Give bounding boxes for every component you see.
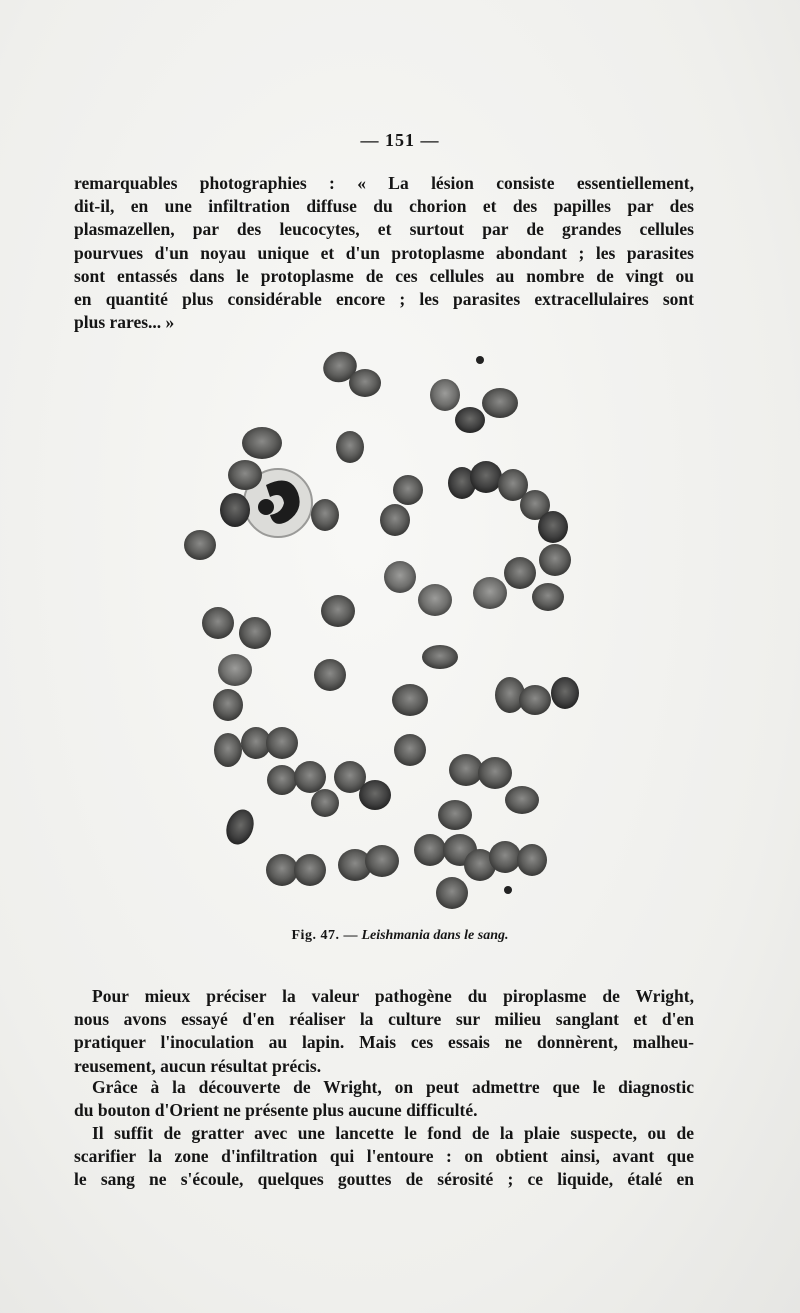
red-blood-cell bbox=[321, 595, 355, 627]
red-blood-cell bbox=[473, 577, 507, 609]
red-blood-cell bbox=[228, 460, 262, 490]
red-blood-cell bbox=[489, 841, 521, 873]
blood-smear-figure bbox=[170, 345, 600, 915]
text-line: reusement, aucun résultat précis. bbox=[74, 1055, 322, 1076]
red-blood-cell bbox=[336, 431, 364, 463]
red-blood-cell bbox=[314, 659, 346, 691]
red-blood-cell bbox=[266, 854, 298, 886]
red-blood-cell bbox=[470, 461, 502, 493]
red-blood-cell bbox=[478, 757, 512, 789]
text-line: du bouton d'Orient ne présente plus aucune difficulté. bbox=[74, 1100, 478, 1121]
paragraph-method bbox=[74, 1122, 694, 1192]
red-blood-cell bbox=[449, 754, 483, 786]
red-blood-cell bbox=[504, 557, 536, 589]
red-blood-cell bbox=[517, 844, 547, 876]
text-line: dit-il, en une infiltration diffuse du chorion et des papilles par des bbox=[74, 196, 694, 217]
text-line: plasmazellen, par des leucocytes, et surtout par de grandes cellules bbox=[74, 219, 694, 240]
page-number: — 151 — bbox=[360, 130, 440, 150]
text-line: sont entassés dans le protoplasme de ces cellules au nombre de vingt ou bbox=[74, 265, 694, 286]
red-blood-cell bbox=[414, 834, 446, 866]
red-blood-cell bbox=[430, 379, 460, 411]
red-blood-cell bbox=[311, 789, 339, 817]
red-blood-cell bbox=[365, 845, 399, 877]
red-blood-cell bbox=[267, 765, 297, 795]
red-blood-cell bbox=[538, 511, 568, 543]
red-blood-cell bbox=[532, 583, 564, 611]
paragraph-diagnosis bbox=[74, 1076, 694, 1122]
paragraph-culture bbox=[74, 985, 694, 1078]
red-blood-cell bbox=[359, 780, 391, 810]
text-line: pourvues d'un noyau unique et d'un protoplasme abondant ; les parasites bbox=[74, 242, 694, 263]
figure-caption bbox=[0, 928, 800, 944]
red-blood-cell bbox=[294, 854, 326, 886]
parasite-dot bbox=[504, 886, 512, 894]
red-blood-cell bbox=[393, 475, 423, 505]
red-blood-cell bbox=[242, 427, 282, 459]
red-blood-cell bbox=[266, 727, 298, 759]
text-line: Grâce à la découverte de Wright, on peut admettre que le diagnostic bbox=[92, 1077, 694, 1097]
text-line: en quantité plus considérable encore ; les parasites extracellulaires sont bbox=[74, 289, 694, 310]
red-blood-cell bbox=[455, 407, 485, 433]
red-blood-cell bbox=[551, 677, 579, 709]
red-blood-cell bbox=[438, 800, 472, 830]
text-line: Pour mieux préciser la valeur pathogène du piroplasme de Wright, bbox=[92, 986, 694, 1006]
red-blood-cell bbox=[222, 806, 259, 849]
red-blood-cell bbox=[436, 877, 468, 909]
figure-title: Leishmania dans le sang. bbox=[361, 928, 509, 943]
red-blood-cell bbox=[239, 617, 271, 649]
red-blood-cell bbox=[380, 504, 410, 536]
red-blood-cell bbox=[505, 786, 539, 814]
text-line: plus rares... » bbox=[74, 312, 175, 333]
red-blood-cell bbox=[482, 388, 518, 418]
quote-paragraph bbox=[74, 172, 694, 334]
text-line: pratiquer l'inoculation au lapin. Mais ces essais ne donnèrent, malheu- bbox=[74, 1032, 694, 1053]
red-blood-cell bbox=[349, 369, 381, 397]
text-line: nous avons essayé d'en réaliser la culture sur milieu sanglant et d'en bbox=[74, 1009, 694, 1030]
text-line: le sang ne s'écoule, quelques gouttes de sérosité ; ce liquide, étalé en bbox=[74, 1169, 694, 1190]
red-blood-cell bbox=[218, 654, 252, 686]
text-line: Il suffit de gratter avec une lancette le fond de la plaie suspecte, ou de bbox=[92, 1123, 694, 1143]
figure-label: Fig. 47. — bbox=[291, 928, 358, 943]
red-blood-cell bbox=[202, 607, 234, 639]
parasite-dot bbox=[476, 356, 484, 364]
red-blood-cell bbox=[184, 530, 216, 560]
text-line: remarquables photographies : « La lésion consiste essentiellement, bbox=[74, 173, 694, 193]
red-blood-cell bbox=[539, 544, 571, 576]
red-blood-cell bbox=[519, 685, 551, 715]
red-blood-cell bbox=[214, 733, 242, 767]
red-blood-cell bbox=[394, 734, 426, 766]
red-blood-cell bbox=[384, 561, 416, 593]
red-blood-cell bbox=[392, 684, 428, 716]
red-blood-cell bbox=[294, 761, 326, 793]
red-blood-cell bbox=[311, 499, 339, 531]
red-blood-cell bbox=[418, 584, 452, 616]
red-blood-cell bbox=[220, 493, 250, 527]
text-line: scarifier la zone d'infiltration qui l'entoure : on obtient ainsi, avant que bbox=[74, 1146, 694, 1167]
red-blood-cell bbox=[422, 645, 458, 669]
red-blood-cell bbox=[213, 689, 243, 721]
